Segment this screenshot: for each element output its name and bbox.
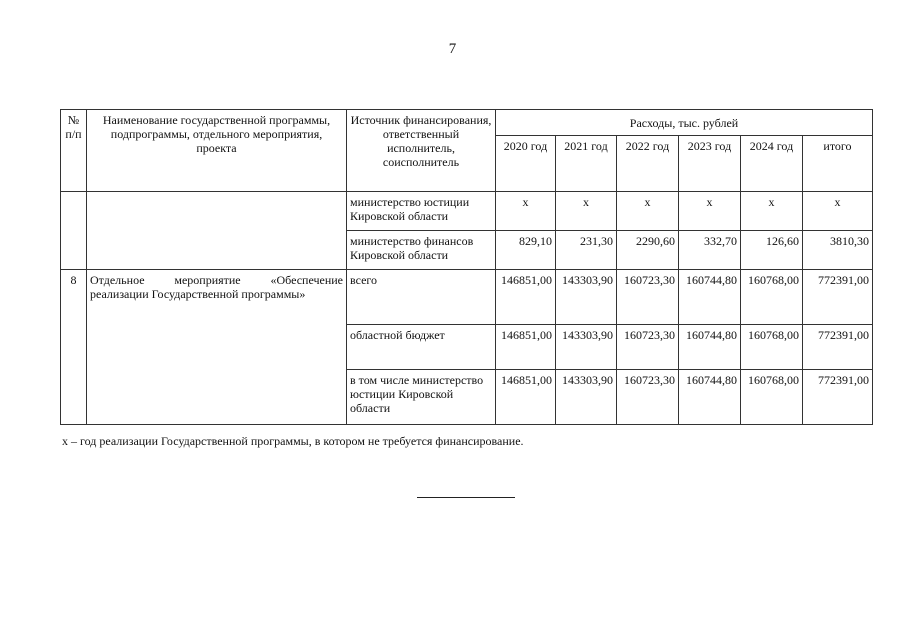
value-cell: 143303,90	[556, 370, 617, 425]
name-line-1: Отдельное мероприятие «Обеспечение	[90, 273, 343, 287]
value-cell: 332,70	[679, 231, 741, 270]
header-year-2021: 2021 год	[556, 136, 617, 192]
value-cell: 160723,30	[617, 325, 679, 370]
header-year-2020: 2020 год	[496, 136, 556, 192]
end-rule	[417, 497, 515, 498]
name-cell	[87, 192, 347, 270]
value-cell: 2290,60	[617, 231, 679, 270]
value-cell: 160768,00	[741, 325, 803, 370]
value-cell: х	[496, 192, 556, 231]
table-row	[61, 192, 873, 231]
source-cell: всего	[347, 270, 496, 325]
header-year-2024: 2024 год	[741, 136, 803, 192]
value-cell: 829,10	[496, 231, 556, 270]
value-cell: 146851,00	[496, 370, 556, 425]
value-cell: 143303,90	[556, 325, 617, 370]
name-cell	[87, 270, 347, 425]
value-cell: х	[803, 192, 873, 231]
value-cell: х	[556, 192, 617, 231]
header-num: № п/п	[61, 110, 87, 192]
name-line-2: реализации Государственной программы»	[90, 287, 306, 301]
value-cell: 160768,00	[741, 270, 803, 325]
value-cell: 143303,90	[556, 270, 617, 325]
header-row-1	[61, 110, 873, 136]
table-row	[61, 270, 873, 325]
header-year-2022: 2022 год	[617, 136, 679, 192]
num-cell	[61, 192, 87, 270]
value-cell: 160723,30	[617, 270, 679, 325]
value-cell: 160744,80	[679, 270, 741, 325]
value-cell: 160723,30	[617, 370, 679, 425]
value-cell: 146851,00	[496, 325, 556, 370]
value-cell: 146851,00	[496, 270, 556, 325]
value-cell: х	[679, 192, 741, 231]
value-cell: 3810,30	[803, 231, 873, 270]
header-expenses: Расходы, тыс. рублей	[496, 110, 873, 136]
num-cell: 8	[61, 270, 87, 425]
value-cell: х	[741, 192, 803, 231]
budget-table	[60, 109, 873, 425]
value-cell: 126,60	[741, 231, 803, 270]
value-cell: 160768,00	[741, 370, 803, 425]
source-cell: министерство юстиции Кировской области	[347, 192, 496, 231]
header-name: Наименование государственной программы, подпрограммы, отдельного мероприятия, проекта	[87, 110, 347, 192]
header-total: итого	[803, 136, 873, 192]
value-cell: 160744,80	[679, 370, 741, 425]
value-cell: 772391,00	[803, 270, 873, 325]
header-year-2023: 2023 год	[679, 136, 741, 192]
value-cell: 772391,00	[803, 370, 873, 425]
page-number: 7	[448, 41, 457, 57]
header-source: Источник финансирования, ответственный исполнитель, соисполнитель	[347, 110, 496, 192]
footnote: х – год реализации Государственной программы, в котором не требуется финансирование.	[62, 434, 524, 448]
value-cell: 772391,00	[803, 325, 873, 370]
source-cell: министерство финансов Кировской области	[347, 231, 496, 270]
source-cell: в том числе министерство юстиции Кировской области	[347, 370, 496, 425]
value-cell: х	[617, 192, 679, 231]
value-cell: 160744,80	[679, 325, 741, 370]
value-cell: 231,30	[556, 231, 617, 270]
source-cell: областной бюджет	[347, 325, 496, 370]
